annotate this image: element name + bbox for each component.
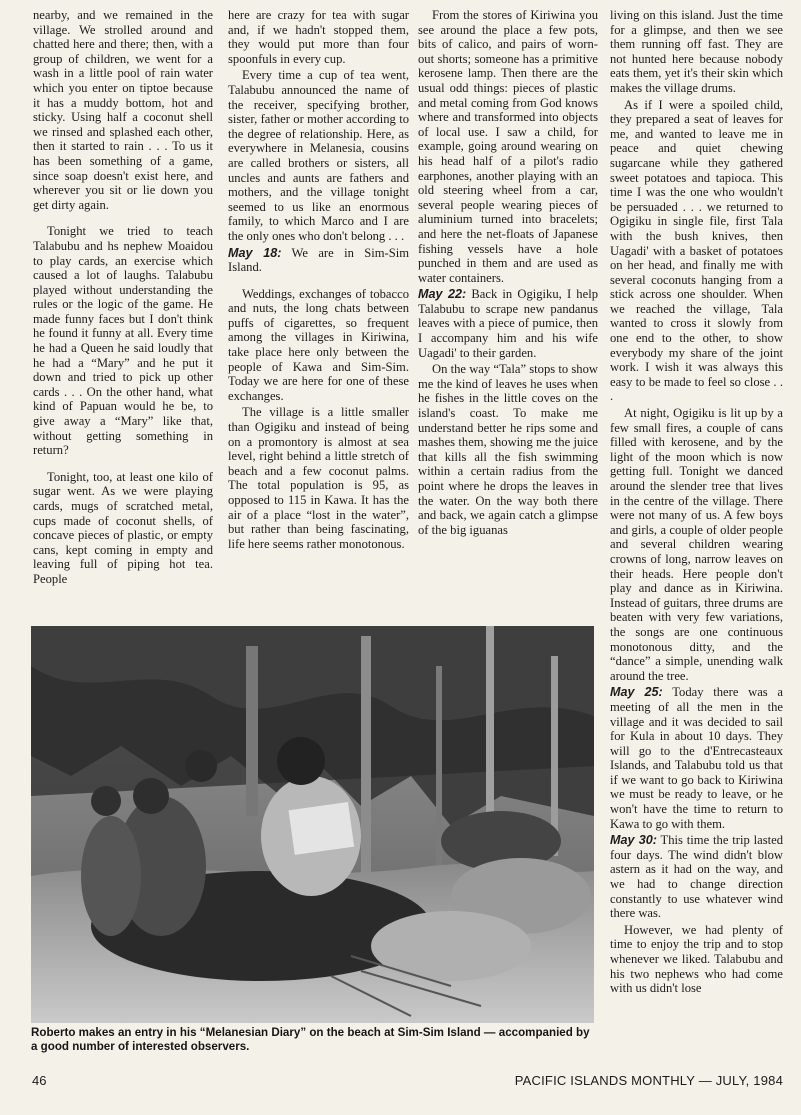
beach-photo-image	[31, 626, 594, 1023]
paragraph	[610, 923, 783, 996]
text-column-2	[228, 8, 409, 628]
paragraph-text: living on this island. Just the time for a glimpse, and then we see them running off fast. They are not hunted here because nobody eats them, yet it's their skin which makes the village drums.	[610, 8, 783, 95]
text-column-3	[418, 8, 598, 628]
paragraph	[228, 287, 409, 404]
paragraph-text: Weddings, exchanges of tobacco and nuts, the long chats between puffs of cigarettes, so frequent among the villages in Kiriwina, take place here only between the people of Kawa and Sim-Sim. Today we are here for one of these exchanges.	[228, 286, 409, 403]
paragraph-text: Tonight we tried to teach Talabubu and hs nephew Moaidou to play cards, an exercise which caused a lot of laughs. Talabubu played without understanding the rules or the logic of the game. He made funny faces but I don't think he found it funny at all. Every time he had a Queen he said loudly that he had a “Mary” and he put it down and tried to pick up other cards . . . On the other hand, what kind of Papuan would he be, to give away a “Mary” like that, without getting something in return?	[33, 224, 213, 458]
paragraph	[418, 362, 598, 537]
paragraph-text: nearby, and we remained in the village. We strolled around and chatted here and there; then, with a group of children, we went for a wash in a little pool of rain water which you enter on tiptoe because it has a muddy bottom, hot and sticky. Using half a coconut shell we rinsed and splashed each other, then it started to rain . . . To us it has been something of a game, since soap doesn't exist here, and wherever you sit or lie down you get dirty again.	[33, 8, 213, 212]
page-number: 46	[32, 1073, 47, 1088]
paragraph-text: At night, Ogigiku is lit up by a few small fires, a couple of cans filled with kerosene, and by the light of the moon which is now getting full. Tonight we danced around the slender tree that lives in the centre of the village. There were not many of us. A few boys and girls, a couple of older people and several children wearing crowns of long, narrow leaves on their heads. Here people don't play and dance as in Kiriwina. Instead of guitars, three drums are beaten with very few variations, the songs are one continuous monotonous ditty, and the “dance” a simple, unending walk around the tree.	[610, 406, 783, 683]
paragraph-text: As if I were a spoiled child, they prepared a seat of leaves for me, and wanted to leave me in peace and quiet chewing sugarcane while they gathered sweet potatoes and tapioca. This time I was the one who wouldn't be persuaded . . . we returned to Ogigiku in single file, first Tala with the bush knives, then Uagadi' with a basket of potatoes on her head, and finally me with several coconuts hanging from a stick across one shoulder. When we reached the village, Tala wanted to cross it slowly from one end to the other, to show everybody my share of the joint work. I wish it was always this easy to be made to feel so close . . .	[610, 97, 783, 404]
paragraph	[33, 8, 213, 212]
paragraph	[610, 8, 783, 96]
text-column-1	[33, 8, 213, 628]
text-column-4	[610, 8, 783, 1058]
diary-date: May 25:	[610, 685, 663, 700]
paragraph	[228, 246, 409, 275]
paragraph	[610, 833, 783, 921]
paragraph-text: Every time a cup of tea went, Talabubu announced the name of the receiver, specifying brother, sister, father or mother according to the degree of relationship. Here, as everywhere in Melanesia, cousins are called brothers or sisters, all uncles and aunts are fathers and mothers, and the village tonight seemed to us like an enormous family, to which Marco and I are the only ones who don't belong . . .	[228, 68, 409, 243]
paragraph	[418, 8, 598, 285]
beach-photo	[31, 626, 594, 1023]
diary-date: May 30:	[610, 833, 657, 848]
paragraph	[610, 98, 783, 404]
paragraph-text: We are in Sim-Sim Island.	[228, 245, 409, 275]
paragraph	[228, 68, 409, 243]
paragraph-text: here are crazy for tea with sugar and, if we hadn't stopped them, they would put more than four spoonfuls in every cup.	[228, 8, 409, 66]
paragraph	[418, 287, 598, 360]
photo-caption: Roberto makes an entry in his “Melanesian Diary” on the beach at Sim-Sim Island — accompanied by a good number of interested observers.	[31, 1026, 590, 1053]
paragraph-text: Back in Ogigiku, I help Talabubu to scrape new pandanus leaves with a piece of pumice, then I accompany him and his wife Uagadi' to their garden.	[418, 287, 598, 360]
paragraph-text: However, we had plenty of time to enjoy the trip and to stop whenever we liked. Talabubu and his two nephews who had come with us didn't lose	[610, 922, 783, 996]
paragraph-text: The village is a little smaller than Ogigiku and instead of being on a promontory is almost at sea level, right behind a little stretch of beach and a few coconut palms. The total population is 95, as opposed to 115 in Kawa. It has the air of a place “lost in the water”, but rather than being fascinating, life here seems rather monotonous.	[228, 405, 409, 551]
paragraph-text: This time the trip lasted four days. The wind didn't blow astern as it had on the way, and we had to change direction constantly to use whatever wind there was.	[610, 833, 783, 921]
paragraph	[33, 224, 213, 458]
diary-date: May 18:	[228, 245, 282, 260]
paragraph-text: On the way “Tala” stops to show me the kind of leaves he uses when he fishes in the little coves on the island's coast. To make me understand better he rips some and mashes them, showing me the juice that kills all the fish swimming within a certain radius from the point where he drops the leaves in the water. On the way both there and back, we again catch a glimpse of the big iguanas	[418, 362, 598, 537]
paragraph	[610, 406, 783, 683]
paragraph	[228, 405, 409, 551]
paragraph	[33, 470, 213, 587]
paragraph	[228, 8, 409, 66]
paragraph-text: Today there was a meeting of all the men in the village and it was decided to sail for Kula in about 10 days. They will go to the d'Entrecasteaux Islands, and Talabubu told us that if we want to go back to Kiriwina we must be ready to leave, or he won't have the time to return to Kawa to go with them.	[610, 685, 783, 831]
running-footer: PACIFIC ISLANDS MONTHLY — JULY, 1984	[514, 1073, 783, 1088]
paragraph-text: From the stores of Kiriwina you see around the place a few pots, bits of calico, and pairs of worn-out shorts; someone has a primitive kerosene lamp. Then there are the usual odd things: pieces of plastic and metal coming from God knows where and transformed into objects of local use. I saw a child, for example, going around wearing on his head half of a pilot's radio earphones, another playing with an old steering wheel from a car, several people wearing pieces of aluminium turned into bracelets; and here the net-floats of Japanese fishing vessels have a hole punched in them and are used as water containers.	[418, 8, 598, 285]
paragraph-text: Tonight, too, at least one kilo of sugar went. As we were playing cards, mugs of scratched metal, cups made of coconut shells, of concave pieces of plastic, or empty cans, kept coming in empty and leaving full of piping hot tea. People	[33, 469, 213, 586]
diary-date: May 22:	[418, 287, 467, 302]
paragraph	[610, 685, 783, 831]
